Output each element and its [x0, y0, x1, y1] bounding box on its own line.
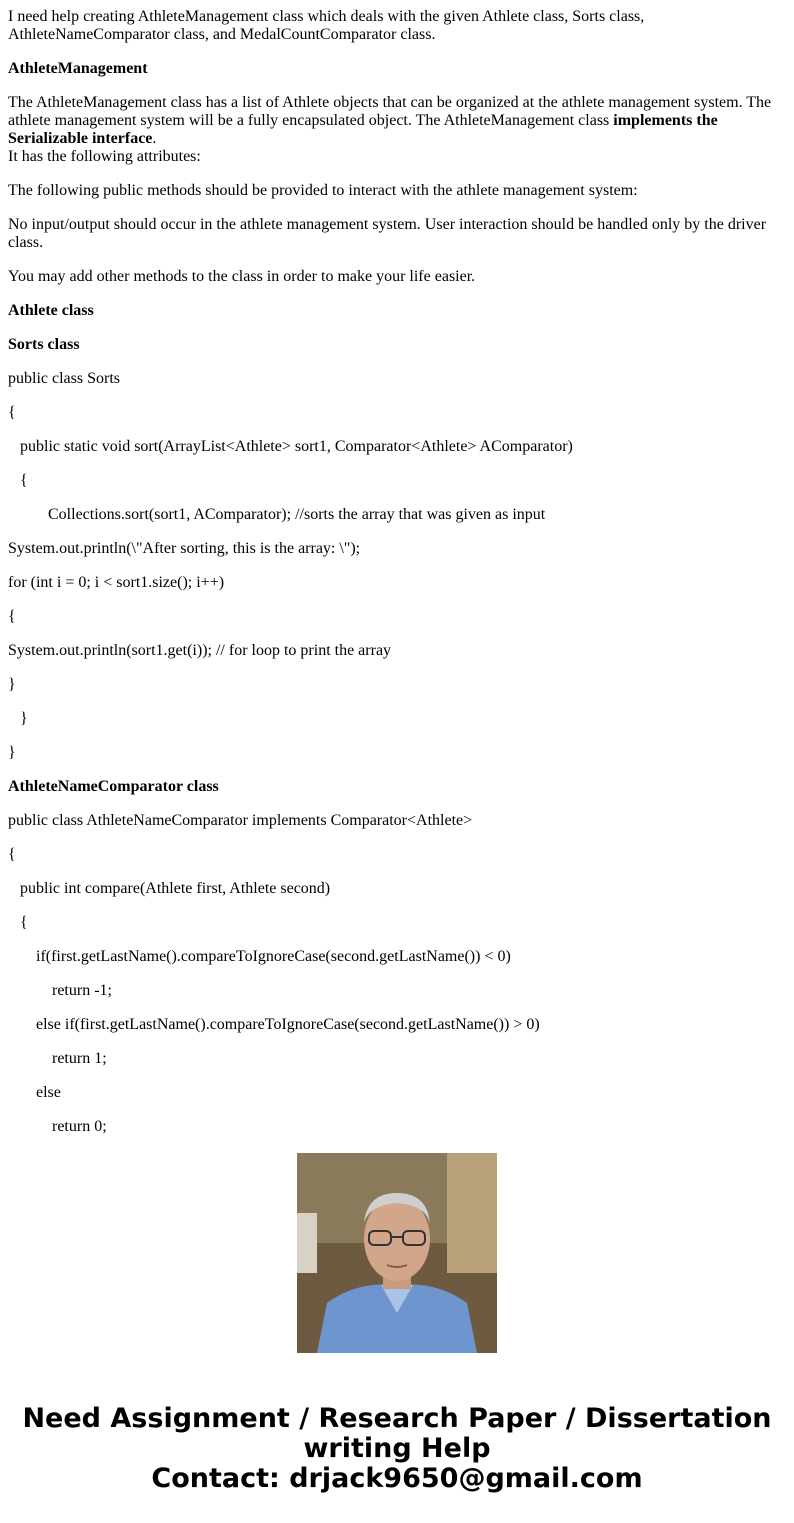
- code-line: {: [8, 846, 16, 863]
- code-line: public class Sorts: [8, 370, 120, 387]
- description-end: .: [152, 130, 157, 147]
- code-line: else if(first.getLastName().compareToIgnoreCase(second.getLastName()) > 0): [8, 1016, 540, 1033]
- athlete-heading: Athlete class: [8, 302, 94, 319]
- management-heading: AthleteManagement: [8, 60, 148, 77]
- io-note: No input/output should occur in the athlete management system. User interaction should be handled only by the driver class.: [8, 216, 767, 251]
- code-line: }: [8, 710, 28, 727]
- code-line: return 0;: [8, 1118, 107, 1135]
- code-line: System.out.println(\"After sorting, this is the array: \");: [8, 540, 361, 557]
- code-line: System.out.println(sort1.get(i)); // for loop to print the array: [8, 642, 392, 659]
- intro-text: I need help creating AthleteManagement class which deals with the given Athlete class, Sorts class, AthleteNameComparator class, and MedalCountComparator class.: [8, 8, 645, 43]
- code-line: {: [8, 608, 16, 625]
- code-line: Collections.sort(sort1, AComparator); //sorts the array that was given as input: [8, 506, 546, 523]
- code-line: {: [8, 472, 28, 489]
- code-line: }: [8, 744, 16, 761]
- code-line: {: [8, 914, 28, 931]
- promo-line-2: writing Help: [303, 1433, 491, 1464]
- sorts-code: [8, 370, 786, 762]
- code-line: public class AthleteNameComparator implements Comparator<Athlete>: [8, 812, 473, 829]
- promo-line-1: Need Assignment / Research Paper / Dissertation: [22, 1403, 772, 1434]
- methods-line: The following public methods should be provided to interact with the athlete management system:: [8, 182, 638, 199]
- name-comparator-code: [8, 812, 786, 1136]
- code-line: if(first.getLastName().compareToIgnoreCase(second.getLastName()) < 0): [8, 948, 511, 965]
- code-line: }: [8, 676, 16, 693]
- management-description: [8, 94, 786, 166]
- description-text: The AthleteManagement class has a list of Athlete objects that can be organized at the athlete management system. The athlete management system will be a fully encapsulated object. The AthleteManagement class: [8, 94, 772, 129]
- name-comparator-heading: AthleteNameComparator class: [8, 778, 219, 795]
- code-line: public int compare(Athlete first, Athlete second): [8, 880, 331, 897]
- promo-line-3: Contact: drjack9650@gmail.com: [151, 1463, 643, 1494]
- extra-note: You may add other methods to the class in order to make your life easier.: [8, 268, 476, 285]
- code-line: return -1;: [8, 982, 112, 999]
- promo-banner: [0, 1404, 794, 1494]
- author-photo: [297, 1153, 497, 1353]
- code-line: for (int i = 0; i < sort1.size(); i++): [8, 574, 225, 591]
- code-line: {: [8, 404, 16, 421]
- document-body: [8, 0, 786, 1135]
- attributes-line: It has the following attributes:: [8, 148, 201, 165]
- code-line: public static void sort(ArrayList<Athlete> sort1, Comparator<Athlete> AComparator): [8, 438, 573, 455]
- code-line: return 1;: [8, 1050, 107, 1067]
- description-bold-text: implements the Serializable interface: [8, 112, 718, 147]
- sorts-heading: Sorts class: [8, 336, 80, 353]
- code-line: else: [8, 1084, 61, 1101]
